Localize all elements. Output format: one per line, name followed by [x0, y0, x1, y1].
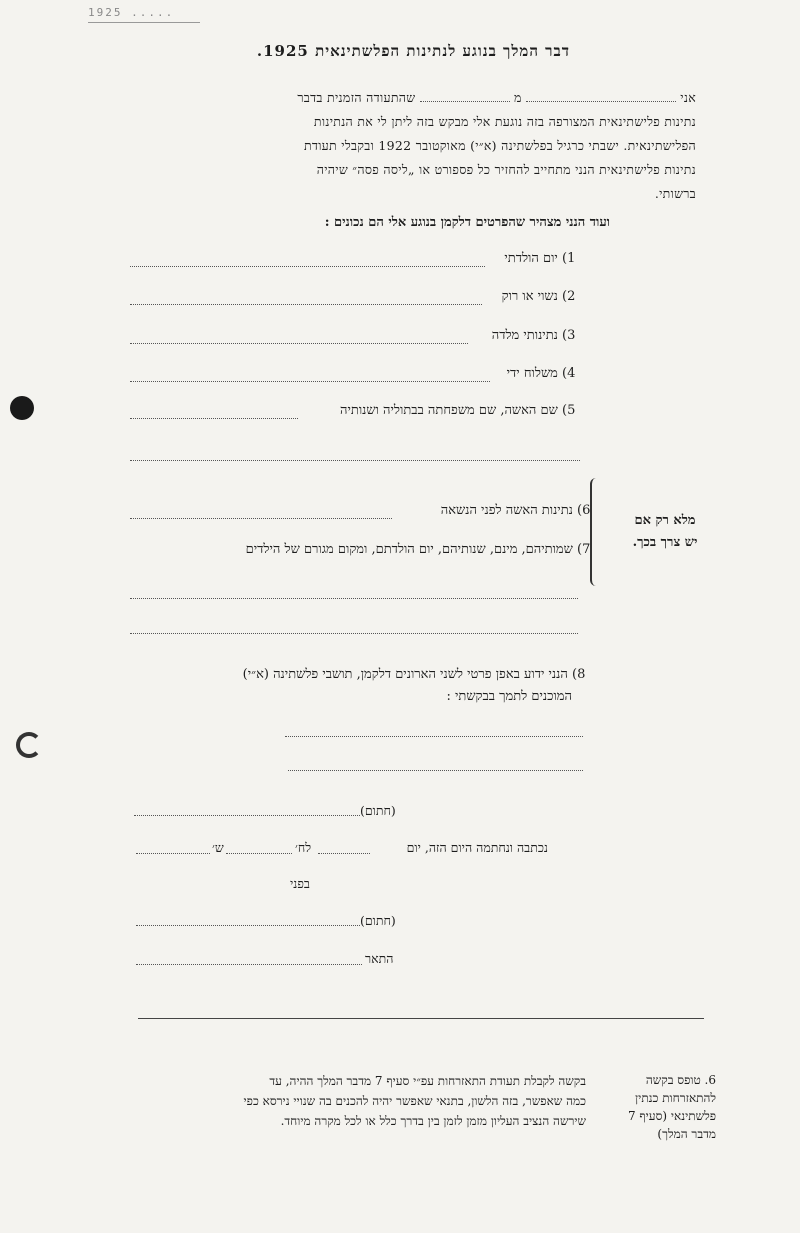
header-rule: [88, 22, 200, 23]
intro-line-4: נתינות פלישתינאית הנני מתחייב להחזיר כל פספורט או „ליסה פסה״ שיהיה: [316, 162, 696, 177]
item-1-field[interactable]: [130, 266, 485, 267]
year-field[interactable]: [136, 853, 210, 854]
shin-label: ש׳: [212, 840, 224, 855]
witness-signature-field[interactable]: [136, 925, 360, 926]
day-field[interactable]: [318, 853, 370, 854]
intro-line-1: [216, 86, 696, 110]
item-3-label: 3) נתינותי מלדה: [491, 328, 576, 343]
origin-field[interactable]: [420, 89, 510, 102]
item-1-label: 1) יום הולדתי: [504, 251, 576, 266]
item-4-label: 4) משלוח ידי: [506, 366, 576, 381]
item-7-field[interactable]: [130, 598, 578, 599]
item-5-label: 5) שם האשה, שם משפחתה בבתוליה ושנותיה: [340, 403, 576, 418]
lach-label: לח׳: [295, 840, 312, 855]
before-me-label: בפני: [290, 876, 310, 891]
item-4-field[interactable]: [130, 381, 490, 382]
intro-line-5: ברשותי.: [654, 186, 696, 201]
header-noise: 1925 .....: [88, 6, 175, 19]
footer-side-note: 6. טופס בקשה להתאזרחות כנתין פלשתינאי (סעיף 7 מדבר המלך): [627, 1073, 716, 1141]
intro-text: שהתעודה הזמנית בדבר: [297, 90, 416, 105]
guarantor-2-field[interactable]: [288, 770, 583, 771]
footer-body: בקשה לקבלת תעודת התאזרחות עפ״י סעיף 7 מדבר המלך ההיה, עד כמה שאפשר, בזה הלשון, בתנאי שאפשר יהיה להכנים בה שנויי נירסא כפי שירשה הנציב העליון מזמן לזמן בין בדרך כלל או לכל מקרה מיוחד.: [243, 1074, 586, 1128]
guarantor-1-field[interactable]: [285, 736, 583, 737]
item-5-field[interactable]: [130, 418, 298, 419]
intro-paragraph: [216, 86, 696, 206]
page-title: דבר המלך בנוגע לנתינות הפלשתינאית 1925.: [256, 42, 570, 60]
item-7-field-line-2[interactable]: [130, 633, 578, 634]
item-8-text: 8) הנני ידוע באפן פרטי לשני הארונים דלקמן, תושבי פלשתינה (א״י) המוכנים לתמך בבקשתי :: [242, 667, 586, 704]
item-7-label: 7) שמותיהם, מינם, שנותיהם, יום הולדתם, ומקום מגורם של הילדים: [245, 542, 591, 557]
item-2-label: 2) נשוי או רוק: [501, 289, 576, 304]
applicant-signature-field[interactable]: [134, 815, 360, 816]
intro-line-2: נתינות פלישתינאית המצורפה בזה נוגעת אלי מבקש בזה ליתן לי את הנתינות: [313, 114, 696, 129]
declaration-text: ועוד הנני מצהיר שהפרטים דלקמן בנוגע אלי הם נכונים :: [324, 215, 610, 230]
item-2-field[interactable]: [130, 304, 482, 305]
item-6-field[interactable]: [130, 518, 392, 519]
title-label: התאר: [365, 951, 394, 966]
signature-label-2: (חתום): [360, 913, 396, 928]
name-field[interactable]: [526, 89, 676, 102]
written-signed-text: נכתבה ונחתמה היום הזה, יום: [406, 840, 548, 855]
section-divider: [138, 1018, 704, 1019]
item-3-field[interactable]: [130, 343, 468, 344]
item-5-field-line-2[interactable]: [130, 460, 580, 461]
item-6-label: 6) נתינות האשה לפני הנשאה: [440, 503, 591, 518]
witness-title-field[interactable]: [136, 964, 362, 965]
intro-line-3: הפלישתינאית. ישבתי כרגיל בפלשתינה (א״י) מאוקטובר 1922 ובקבלי תעודת: [303, 138, 696, 153]
signature-label-1: (חתום): [360, 803, 396, 818]
optional-note: מלא רק אם יש צרך בכך.: [632, 513, 698, 550]
month-field[interactable]: [226, 853, 292, 854]
optional-brace: [590, 478, 602, 586]
intro-text: אני: [680, 90, 696, 105]
intro-text: מ: [513, 90, 522, 105]
punch-hole-icon: [16, 732, 42, 758]
punch-hole-icon: [10, 396, 34, 420]
